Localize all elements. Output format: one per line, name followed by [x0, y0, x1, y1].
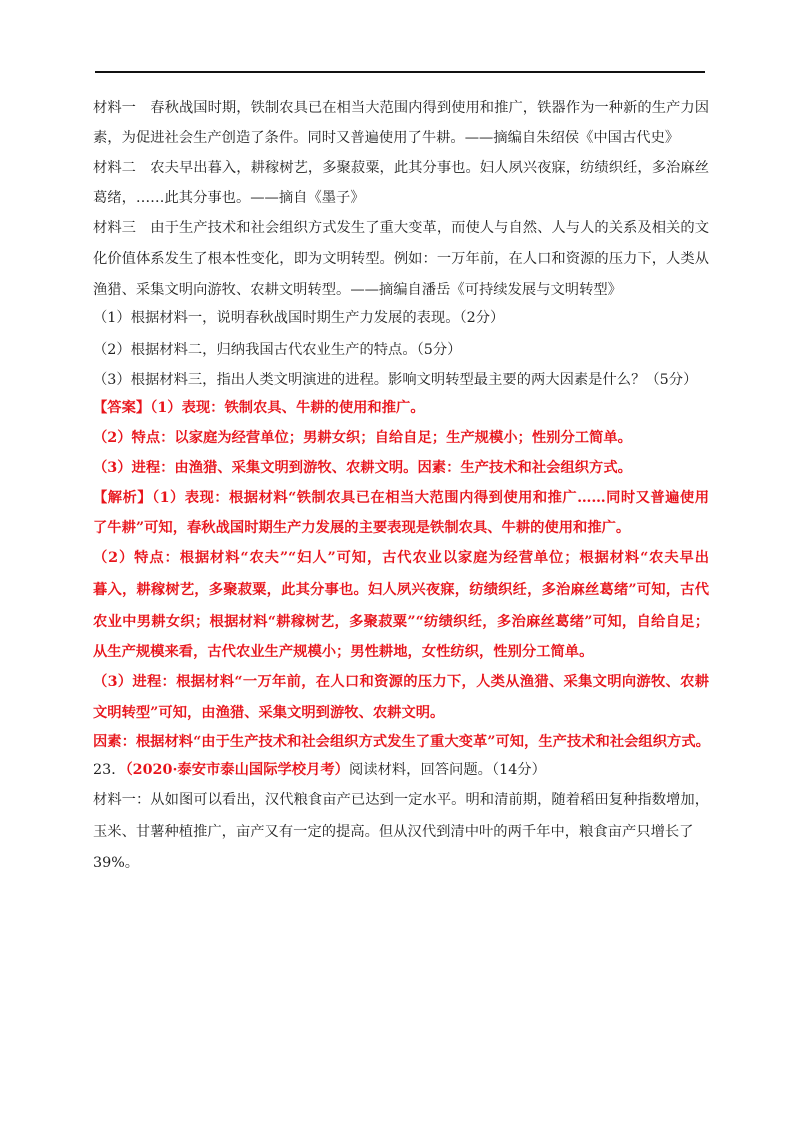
question-3: （3）根据材料三，指出人类文明演进的进程。影响文明转型最主要的两大因素是什么？（5分）	[93, 372, 698, 388]
analysis-line-7: （3）进程：根据材料“一万年前，在人口和资源的压力下，人类从渔猎、采集文明向游牧、农耕	[93, 674, 709, 690]
material-1-line-2: 素，为促进社会生产创造了条件。同时又普遍使用了牛耕。——摘编自朱绍侯《中国古代史》	[93, 130, 680, 146]
analysis-line-9: 因素：根据材料“由于生产技术和社会组织方式发生了重大变革”可知，生产技术和社会组织方式。	[93, 734, 710, 750]
answer-line-1: 【答案】（1）表现：铁制农具、牛耕的使用和推广。	[93, 400, 425, 416]
material-3-line-3: 渔猎、采集文明向游牧、农耕文明转型。——摘编自潘岳《可持续发展与文明转型》	[93, 282, 622, 298]
analysis-line-8: 文明转型”可知，由渔猎、采集文明到游牧、农耕文明。	[93, 705, 445, 721]
q23-material-line-2: 玉米、甘薯种植推广，亩产又有一定的提高。但从汉代到清中叶的两千年中，粮食亩产只增长了	[93, 824, 694, 840]
question-23-heading	[93, 760, 709, 780]
analysis-line-1: 【解析】（1）表现：根据材料“铁制农具已在相当大范围内得到使用和推广……同时又普遍使用	[93, 490, 709, 506]
question-2: （2）根据材料二，归纳我国古代农业生产的特点。（5分）	[93, 342, 462, 358]
material-2-line-2: 葛绪，……此其分事也。——摘自《墨子》	[93, 190, 365, 206]
question-number: 23．	[93, 762, 126, 778]
question-source: （2020·泰安市泰山国际学校月考）	[125, 762, 349, 778]
answer-line-2: （2）特点：以家庭为经营单位；男耕女织；自给自足；生产规模小；性别分工简单。	[93, 430, 632, 446]
answer-line-3: （3）进程：由渔猎、采集文明到游牧、农耕文明。因素：生产技术和社会组织方式。	[93, 460, 632, 476]
question-1: （1）根据材料一，说明春秋战国时期生产力发展的表现。（2分）	[93, 310, 505, 326]
analysis-line-2: 了牛耕”可知，春秋战国时期生产力发展的主要表现是铁制农具、牛耕的使用和推广。	[93, 520, 631, 536]
analysis-line-6: 从生产规模来看，古代农业生产规模小；男性耕地，女性纺织，性别分工简单。	[93, 644, 594, 660]
material-3-line-2: 化价值体系发生了根本性变化，即为文明转型。例如：一万年前，在人口和资源的压力下，人类从	[93, 251, 709, 267]
q23-material-line-1: 材料一：从如图可以看出，汉代粮食亩产已达到一定水平。明和清前期，随着稻田复种指数增加，	[93, 792, 709, 808]
analysis-line-3: （2）特点：根据材料“农夫”“妇人”可知，古代农业以家庭为经营单位；根据材料“农夫早出	[93, 550, 709, 566]
analysis-line-4: 暮入，耕稼树艺，多聚菽粟，此其分事也。妇人夙兴夜寐，纺绩织纴，多治麻丝葛绪”可知，古代	[93, 582, 709, 598]
analysis-line-5: 农业中男耕女织；根据材料“耕稼树艺，多聚菽粟”“纺绩织纴，多治麻丝葛绪”可知，自给自足；	[93, 614, 709, 630]
header-rule	[95, 71, 705, 73]
q23-material-line-3: 39%。	[93, 855, 140, 871]
question-prompt: 阅读材料，回答问题。（14分）	[348, 762, 546, 778]
material-2-line-1: 材料二 农夫早出暮入，耕稼树艺，多聚菽粟，此其分事也。妇人夙兴夜寐，纺绩织纴，多治麻丝	[93, 160, 709, 176]
material-1-line-1: 材料一 春秋战国时期，铁制农具已在相当大范围内得到使用和推广，铁器作为一种新的生产力因	[93, 100, 709, 116]
material-3-line-1: 材料三 由于生产技术和社会组织方式发生了重大变革，而使人与自然、人与人的关系及相关的文	[93, 220, 709, 236]
